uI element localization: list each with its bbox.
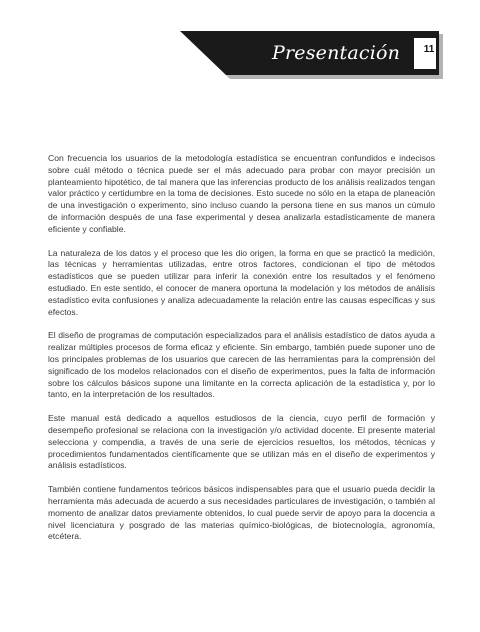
paragraph: Con frecuencia los usuarios de la metodología estadística se encuentran confundidos e indecisos sobre cuál método o técnica puede ser el más adecuado para probar con mayor precisión un planteamiento hipotético, de tal manera que las inferencias producto de los análisis realizados tengan valor práctico y certidumbre en la toma de decisiones. Esto sucede no sólo en la etapa de planeación de una investigación o experimento, sino incluso cuando la persona tiene en sus manos un cúmulo de información después de una fase experimental y desea analizarla estadísticamente de manera eficiente y confiable. bbox=[48, 153, 435, 234]
paragraph: El diseño de programas de computación especializados para el análisis estadístico de datos ayuda a realizar múltiples procesos de forma eficaz y eficiente. Sin embargo, también puede suponer uno de los principales problemas de los usuarios que carecen de las herramientas para la comprensión del significado de los modelos relacionados con el diseño de experimentos, pues la falta de información sobre los cálculos básicos supone una limitante en la correcta aplicación de la estadística y, por lo tanto, en la interpretación de los resultados. bbox=[48, 330, 435, 400]
chapter-header-banner bbox=[180, 31, 443, 79]
paragraph: Este manual está dedicado a aquellos estudiosos de la ciencia, cuyo perfil de formación y desempeño profesional se relaciona con la investigación y/o actividad docente. El presente material selecciona y compendia, a través de una serie de ejercicios resueltos, los métodos, técnicas y procedimientos fundamentados científicamente que se utilizan más en el diseño de experimentos y análisis estadísticos. bbox=[48, 413, 435, 471]
body-text bbox=[48, 153, 435, 555]
page-number: 11 bbox=[423, 44, 435, 55]
chapter-title: Presentación bbox=[272, 42, 401, 64]
paragraph: La naturaleza de los datos y el proceso que les dio origen, la forma en que se practicó la medición, las técnicas y herramientas utilizadas, entre otros factores, condicionan el tipo de métodos estadísticos que se pueden utilizar para inferir la conexión entre los resultados y el fenómeno estudiado. En este sentido, el conocer de manera oportuna la modelación y los métodos de análisis estadístico evita confusiones y analiza adecuadamente la relación entre las causas específicas y sus efectos. bbox=[48, 247, 435, 317]
paragraph: También contiene fundamentos teóricos básicos indispensables para que el usuario pueda decidir la herramienta más adecuada de acuerdo a sus necesidades particulares de investigación, o también al momento de analizar datos previamente obtenidos, lo cual puede servir de apoyo para la docencia a nivel licenciatura y posgrado de las materias químico-biológicas, de biotecnología, agronomía, etcétera. bbox=[48, 484, 435, 542]
